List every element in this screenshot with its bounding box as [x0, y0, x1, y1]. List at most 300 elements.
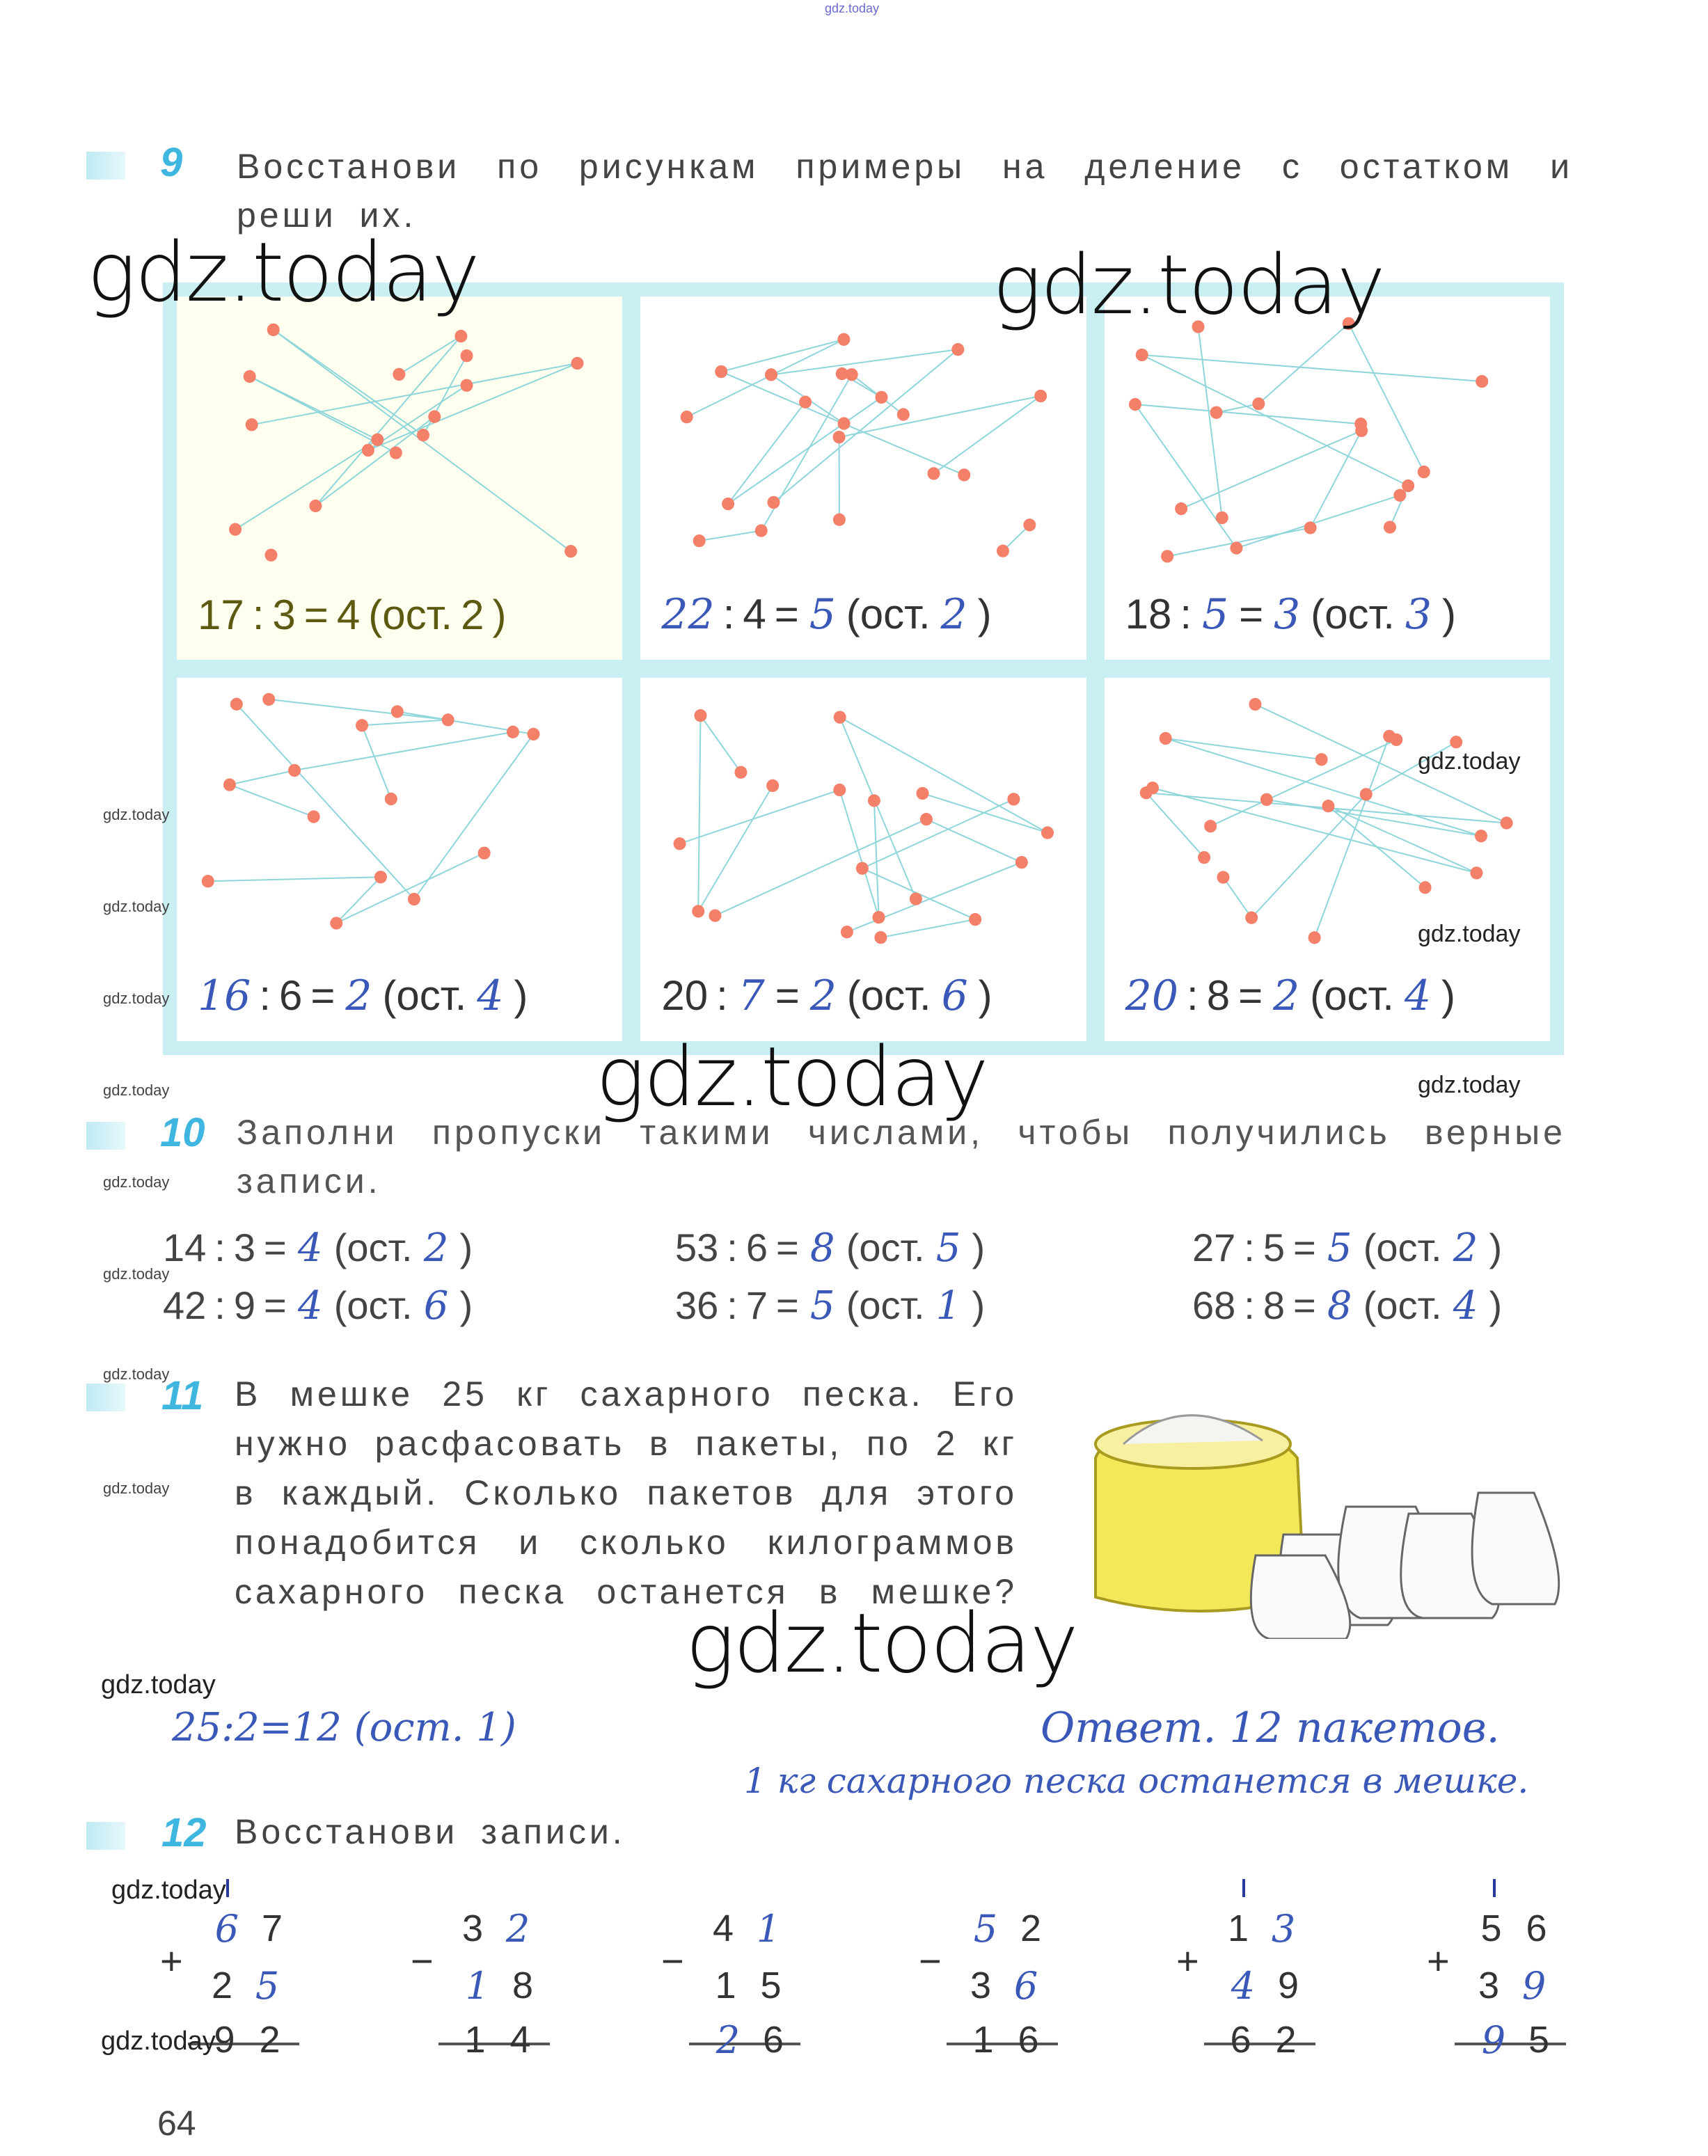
division-equation: [1125, 590, 1464, 639]
handwritten-value: 4: [297, 1283, 323, 1329]
printed-digit: 6: [762, 2019, 784, 2061]
printed-digit: 4: [509, 2019, 531, 2061]
printed-digit: 7: [261, 1908, 283, 1949]
dot: [838, 417, 851, 429]
task-11-text: [235, 1370, 1018, 1617]
dot: [246, 418, 258, 431]
column-arithmetic: [1176, 1907, 1315, 2116]
printed-digit: 8: [512, 1965, 533, 2006]
dot: [362, 444, 374, 457]
dot: [1476, 375, 1488, 388]
column-arithmetic: [411, 1907, 550, 2116]
handwritten-value: 1: [935, 1283, 961, 1329]
task-9-picture-grid: [163, 283, 1564, 1055]
printed-token: :: [259, 972, 271, 1019]
dot-connector: [926, 819, 1022, 862]
handwritten-value: 5: [809, 1283, 835, 1329]
operator-sign: −: [411, 1939, 434, 1983]
printed-token: 20: [661, 972, 709, 1019]
dot: [1204, 820, 1217, 832]
dot: [1384, 521, 1396, 533]
dot: [841, 926, 853, 938]
operator-sign: −: [919, 1939, 942, 1983]
handwritten-value: 20: [1125, 972, 1179, 1020]
dot: [390, 446, 402, 459]
watermark: gdz.today: [596, 1029, 988, 1125]
dot: [1135, 349, 1148, 361]
dot-connector: [252, 363, 578, 425]
division-equation: [163, 1283, 481, 1329]
dot: [681, 411, 693, 423]
division-equation: [198, 591, 514, 639]
printed-token: 4: [336, 592, 361, 638]
dot-connector: [230, 770, 294, 785]
symbol: ): [972, 1283, 986, 1327]
handwritten-value: 5: [935, 1226, 961, 1271]
handwritten-value: 5: [1201, 590, 1229, 639]
dot-connector: [699, 786, 773, 912]
operator-sign: +: [1176, 1939, 1199, 1983]
operator-sign: +: [1427, 1939, 1450, 1983]
given-number: 8: [1263, 1283, 1286, 1327]
watermark: gdz.today: [103, 1480, 170, 1497]
dot-connector: [250, 376, 378, 440]
dot: [478, 847, 491, 859]
dot: [722, 498, 734, 510]
task-11-answer-line-1: Ответ. 12 пакетов.: [1041, 1704, 1500, 1752]
handwritten-value: 2: [1273, 972, 1300, 1020]
dot-connector: [1348, 324, 1423, 472]
task-11-line: В мешке 25 кг сахарного песка. Его: [235, 1374, 1018, 1413]
dot: [356, 719, 368, 731]
number-row: [960, 1964, 1051, 2008]
dot-connector: [269, 699, 448, 720]
dot-connector: [423, 356, 467, 435]
dot-connector: [1198, 326, 1221, 517]
dot: [1402, 479, 1414, 492]
dot: [1260, 793, 1273, 806]
printed-token: (ост.: [368, 592, 453, 638]
dot: [766, 779, 779, 792]
dot-connector: [715, 819, 927, 915]
dot: [765, 368, 777, 381]
symbol: =: [264, 1283, 287, 1327]
symbol: :: [727, 1283, 738, 1327]
dot-groups-drawing: [177, 678, 622, 961]
dot: [1252, 397, 1265, 410]
given-number: 7: [745, 1283, 768, 1327]
task-10-text: Заполни пропуски такими числами, чтобы получились верные: [237, 1113, 1566, 1152]
task-marker: [86, 1384, 125, 1411]
dot-connector: [701, 715, 741, 772]
sugar-sack-illustration: [1082, 1395, 1569, 1639]
handwritten-value: 5: [1327, 1226, 1352, 1271]
handwritten-digit: 2: [715, 2018, 741, 2062]
dot: [693, 905, 705, 917]
dot: [1035, 390, 1047, 402]
dot-connector: [399, 336, 461, 374]
handwritten-value: 4: [477, 972, 504, 1020]
symbol: :: [1244, 1283, 1255, 1327]
dot: [833, 431, 846, 443]
dot-connector: [1141, 355, 1407, 486]
dot: [202, 875, 214, 887]
task-9-number: 9: [160, 140, 183, 185]
dot: [1129, 398, 1141, 411]
dot: [1475, 830, 1487, 842]
dot: [330, 917, 342, 929]
remainder-label: (ост.: [846, 1226, 925, 1269]
dot-connector: [294, 732, 513, 770]
division-equation: [1192, 1283, 1510, 1329]
dot: [391, 705, 404, 718]
number-row: [960, 1907, 1051, 1951]
dot: [1198, 851, 1210, 864]
task-9-text-2: реши их.: [237, 196, 417, 235]
column-arithmetic: [919, 1907, 1058, 2116]
dot: [674, 837, 686, 850]
printed-digit: 3: [970, 1965, 992, 2006]
dot: [910, 892, 922, 905]
printed-digit: 3: [1478, 1965, 1500, 2006]
picture-cell: [1105, 296, 1550, 660]
printed-token: ): [977, 591, 992, 637]
handwritten-value: 4: [297, 1226, 323, 1271]
task-11-answer-line-2: 1 кг сахарного песка останется в мешке.: [744, 1761, 1529, 1801]
printed-digit: 6: [1018, 2019, 1039, 2061]
dot-connector: [414, 734, 534, 899]
symbol: :: [214, 1226, 226, 1269]
task-10-text-2: записи.: [237, 1162, 381, 1200]
handwritten-value: 6: [941, 972, 968, 1020]
handwritten-digit: 5: [973, 1907, 998, 1951]
printed-token: =: [1238, 972, 1263, 1019]
watermark: gdz.today: [686, 1595, 1077, 1691]
dot: [564, 545, 577, 557]
dot: [244, 370, 256, 383]
division-equation: [163, 1225, 481, 1271]
dot-connector: [874, 800, 879, 917]
handwritten-value: 2: [809, 972, 837, 1020]
printed-token: ): [978, 972, 993, 1019]
dot-connector: [1165, 738, 1321, 759]
dot: [371, 434, 383, 446]
given-number: 68: [1192, 1283, 1236, 1327]
dot: [1249, 698, 1261, 711]
dot-connector: [1181, 431, 1361, 509]
watermark: gdz.today: [103, 1173, 170, 1191]
watermark: gdz.today: [103, 898, 170, 915]
dot-connector: [840, 718, 916, 899]
number-row: [703, 2018, 793, 2062]
task-11-line: сахарного песка останется в мешке?: [235, 1572, 1018, 1611]
printed-token: ): [1441, 591, 1456, 637]
watermark-top: gdz.today: [825, 1, 880, 15]
watermark: gdz.today: [103, 806, 170, 823]
dot: [1230, 541, 1242, 554]
remainder-label: (ост.: [1363, 1226, 1442, 1269]
handwritten-value: 22: [661, 590, 715, 639]
handwritten-value: 2: [423, 1226, 449, 1271]
task-marker: [86, 1122, 125, 1150]
printed-digit: 4: [712, 1908, 734, 1949]
dot: [846, 368, 858, 381]
watermark: gdz.today: [993, 237, 1384, 333]
dot-connector: [1146, 793, 1203, 857]
dot: [693, 534, 706, 547]
dot: [1015, 856, 1028, 869]
symbol: ): [459, 1283, 473, 1327]
dot: [1417, 466, 1430, 478]
symbol: =: [1293, 1283, 1316, 1327]
printed-token: =: [775, 972, 800, 1019]
dot: [1139, 786, 1152, 799]
handwritten-digit: 6: [214, 1907, 239, 1951]
printed-digit: 5: [1480, 1908, 1502, 1949]
handwritten-digit: 1: [465, 1964, 490, 2008]
dot: [1245, 912, 1258, 924]
dot: [229, 523, 242, 536]
dot-connector: [680, 790, 840, 843]
dot-connector: [1236, 496, 1400, 548]
given-number: 36: [675, 1283, 719, 1327]
given-number: 9: [233, 1283, 256, 1327]
printed-token: 3: [272, 592, 296, 638]
printed-token: (ост.: [846, 591, 931, 637]
dot-groups-drawing: [1105, 678, 1550, 961]
printed-token: =: [1239, 591, 1264, 637]
dot: [856, 862, 869, 875]
dot: [1304, 521, 1316, 534]
dot: [308, 810, 320, 823]
watermark: gdz.today: [103, 1081, 170, 1099]
dot: [875, 931, 887, 944]
watermark: gdz.today: [103, 1265, 170, 1283]
given-number: 53: [675, 1226, 719, 1269]
number-row: [452, 2018, 543, 2061]
dot: [1359, 788, 1372, 800]
dot: [454, 330, 467, 342]
picture-cell: [177, 296, 622, 660]
dot-connector: [840, 718, 1047, 833]
printed-digit: 5: [760, 1965, 782, 2006]
printed-digit: 6: [1230, 2019, 1251, 2061]
task-10-number: 10: [160, 1110, 205, 1155]
dot: [527, 728, 539, 740]
picture-cell: [1105, 678, 1550, 1041]
dot-connector: [230, 785, 314, 817]
dot-connector: [862, 799, 1014, 868]
dot: [695, 709, 707, 722]
dot: [1217, 871, 1229, 883]
watermark: gdz.today: [103, 990, 170, 1007]
symbol: =: [1293, 1226, 1316, 1269]
printed-digit: 2: [1275, 2019, 1297, 2061]
dot-connector: [839, 396, 1041, 437]
dot: [1161, 550, 1173, 562]
handwritten-value: 2: [345, 972, 372, 1020]
dot: [408, 893, 420, 905]
printed-digit: 3: [461, 1908, 484, 1949]
dot: [1315, 753, 1327, 766]
dot: [868, 794, 880, 807]
printed-token: 6: [279, 972, 303, 1019]
carry-mark: [226, 1879, 229, 1897]
printed-digit: 5: [1528, 2019, 1549, 2061]
number-row: [452, 1964, 543, 2008]
column-arithmetic: [1427, 1907, 1566, 2116]
dot-connector: [1135, 404, 1237, 548]
dot-groups-drawing: [1105, 296, 1550, 580]
printed-digit: 1: [972, 2019, 994, 2061]
dot: [715, 365, 728, 378]
number-row: [202, 1964, 292, 2008]
printed-token: =: [310, 972, 335, 1019]
printed-token: (ост.: [1311, 591, 1395, 637]
task-9-text: Восстанови по рисункам примеры на деление с остатком и: [237, 147, 1573, 186]
dot: [507, 726, 519, 738]
carry-mark: [1242, 1879, 1245, 1897]
handwritten-digit: 5: [255, 1964, 280, 2008]
dot: [838, 333, 851, 346]
handwritten-value: 2: [1453, 1226, 1478, 1271]
operator-sign: −: [661, 1939, 684, 1983]
task-11-number: 11: [161, 1373, 204, 1418]
given-number: 3: [233, 1226, 256, 1269]
dot: [1450, 736, 1462, 748]
task-11-line: нужно расфасовать в пакеты, по 2 кг: [235, 1424, 1018, 1463]
dot: [223, 778, 236, 791]
printed-token: :: [1187, 972, 1199, 1019]
printed-digit: 2: [1020, 1908, 1041, 1949]
printed-token: 4: [743, 591, 766, 637]
handwritten-digit: 3: [1271, 1907, 1296, 1951]
number-row: [452, 1907, 543, 1951]
watermark: gdz.today: [111, 1876, 226, 1905]
handwritten-digit: 9: [1521, 1964, 1547, 2008]
dot: [735, 766, 748, 779]
remainder-label: (ост.: [1363, 1283, 1442, 1327]
printed-token: ): [1441, 972, 1455, 1019]
handwritten-digit: 1: [756, 1907, 781, 1951]
dot: [1393, 489, 1406, 502]
dot: [876, 391, 888, 404]
division-equation: [661, 590, 999, 639]
watermark: gdz.today: [101, 1670, 216, 1699]
dot-connector: [1216, 404, 1258, 412]
watermark: gdz.today: [101, 2027, 216, 2056]
handwritten-digit: 9: [1481, 2018, 1506, 2062]
printed-token: 2: [461, 592, 484, 638]
dot-connector: [362, 725, 391, 799]
handwritten-value: 3: [1405, 590, 1432, 639]
dot: [833, 514, 846, 526]
symbol: ): [459, 1226, 473, 1269]
page-number: 64: [157, 2104, 196, 2143]
dot-connector: [923, 793, 1048, 833]
printed-token: 8: [1206, 972, 1231, 1019]
printed-digit: 2: [211, 1965, 233, 2006]
printed-digit: 2: [259, 2019, 280, 2061]
dot: [262, 693, 275, 706]
handwritten-value: 16: [198, 972, 251, 1020]
column-arithmetic: [160, 1907, 299, 2116]
dot: [997, 545, 1009, 557]
handwritten-value: 8: [1327, 1283, 1352, 1329]
dot: [267, 324, 280, 336]
handwritten-value: 6: [423, 1283, 449, 1329]
picture-cell: [640, 678, 1086, 1041]
dot: [768, 496, 780, 509]
printed-token: =: [774, 591, 799, 637]
task-12-text: Восстанови записи.: [235, 1812, 626, 1851]
dot: [288, 764, 301, 777]
number-row: [1218, 2018, 1308, 2061]
symbol: :: [214, 1283, 226, 1327]
dot: [873, 911, 885, 924]
dot: [799, 396, 812, 409]
picture-cell: [177, 678, 622, 1041]
dot: [920, 813, 933, 825]
task-11-line: понадобится и сколько килограммов: [235, 1523, 1018, 1562]
number-row: [1218, 1907, 1308, 1951]
watermark: gdz.today: [1418, 921, 1521, 947]
dot: [461, 349, 473, 362]
dot: [460, 379, 473, 392]
symbol: =: [264, 1226, 287, 1269]
printed-digit: 1: [715, 1965, 736, 2006]
handwritten-value: 4: [1453, 1283, 1478, 1329]
handwritten-value: 3: [1274, 590, 1301, 639]
handwritten-value: 2: [940, 590, 967, 639]
watermark: gdz.today: [103, 1365, 170, 1383]
dot: [1355, 425, 1368, 437]
symbol: ): [1489, 1226, 1503, 1269]
given-number: 27: [1192, 1226, 1236, 1269]
dot-connector: [699, 531, 761, 541]
dot: [1210, 406, 1222, 419]
dot: [969, 913, 981, 926]
dot: [952, 343, 965, 356]
dot: [393, 368, 405, 381]
dot: [230, 698, 243, 711]
dot: [428, 411, 441, 423]
dot: [442, 713, 454, 726]
dot: [1470, 866, 1482, 879]
dot-groups-drawing: [640, 296, 1086, 580]
handwritten-digit: 2: [505, 1907, 530, 1951]
dot-connector: [881, 919, 976, 937]
handwritten-value: 8: [809, 1226, 835, 1271]
given-number: 5: [1263, 1226, 1286, 1269]
dot: [417, 429, 429, 441]
dot-connector: [1310, 431, 1361, 528]
dot: [1390, 734, 1402, 746]
watermark: gdz.today: [87, 224, 479, 320]
handwritten-digit: 4: [1231, 1964, 1256, 2008]
printed-digit: 1: [464, 2019, 486, 2061]
symbol: =: [776, 1283, 799, 1327]
handwritten-value: 7: [738, 972, 765, 1020]
symbol: ): [972, 1226, 986, 1269]
dot-connector: [728, 402, 805, 504]
task-12-number: 12: [161, 1810, 207, 1855]
picture-cell: [640, 296, 1086, 660]
number-row: [703, 1964, 793, 2007]
printed-token: :: [722, 591, 735, 637]
carry-mark: [1493, 1879, 1496, 1897]
dot-connector: [1223, 878, 1251, 918]
